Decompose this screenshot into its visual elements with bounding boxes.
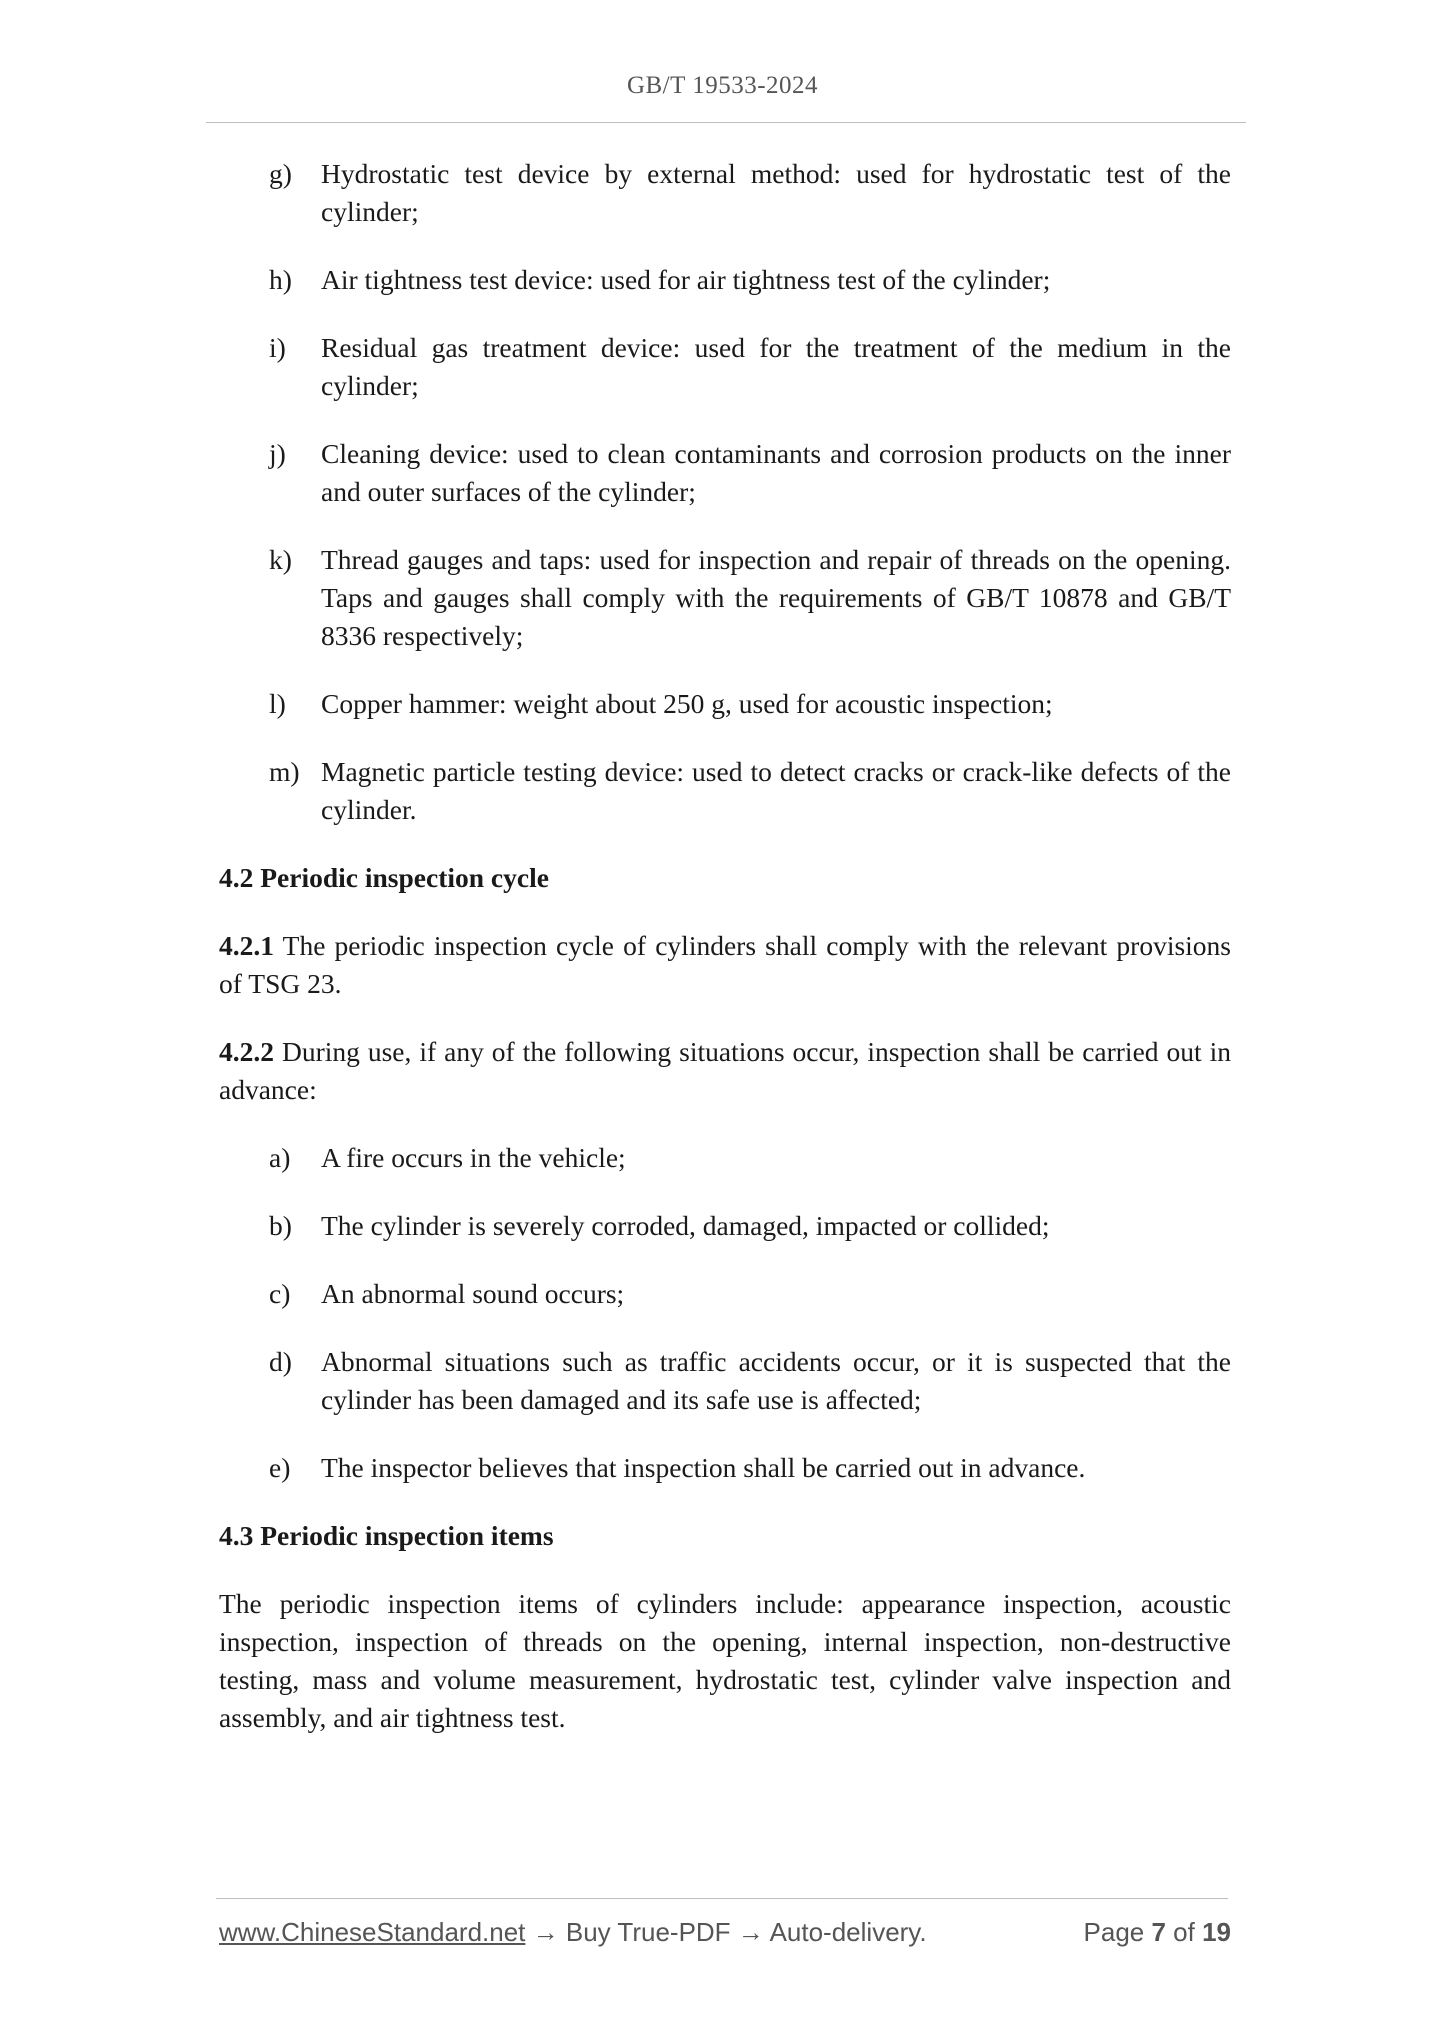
list-item-d <box>219 1343 1231 1419</box>
list-marker: e) <box>269 1452 291 1483</box>
footer-tagline: → Buy True-PDF → Auto-delivery. <box>525 1917 927 1947</box>
list-marker: c) <box>269 1278 291 1309</box>
clause-4-2-1 <box>219 927 1231 1003</box>
list-item-text: An abnormal sound occurs; <box>321 1278 625 1309</box>
section-4-3-paragraph: The periodic inspection items of cylinders include: appearance inspection, acoustic inspection, inspection of threads on the opening, internal inspection, non-destructive testing, mass and volume measurement, hydrostatic test, cylinder valve inspection and assembly, and air tightness test. <box>219 1588 1231 1733</box>
list-marker: i) <box>269 332 286 363</box>
list-item-a <box>219 1139 1231 1177</box>
page-label: Page <box>1083 1917 1152 1947</box>
list-marker: j) <box>269 438 286 469</box>
list-marker: l) <box>269 688 286 719</box>
list-item-text: Copper hammer: weight about 250 g, used for acoustic inspection; <box>321 688 1053 719</box>
document-body <box>219 155 1231 1767</box>
clause-text: During use, if any of the following situations occur, inspection shall be carried out in advance: <box>219 1036 1231 1105</box>
list-item-text: Abnormal situations such as traffic accidents occur, or it is suspected that the cylinder has been damaged and its safe use is affected; <box>321 1346 1231 1415</box>
section-heading-4-2: 4.2 Periodic inspection cycle <box>219 862 549 893</box>
list-marker: d) <box>269 1346 292 1377</box>
page-of-label: of <box>1165 1917 1203 1947</box>
site-link[interactable]: www.ChineseStandard.net <box>219 1917 526 1947</box>
list-marker: h) <box>269 264 292 295</box>
clause-4-2-2 <box>219 1033 1231 1109</box>
clause-number: 4.2.2 <box>219 1036 274 1067</box>
page-current: 7 <box>1151 1917 1166 1947</box>
list-item-j <box>219 435 1231 511</box>
footer-divider <box>216 1898 1228 1899</box>
list-item-text: Cleaning device: used to clean contaminants and corrosion products on the inner and outer surfaces of the cylinder; <box>321 438 1231 507</box>
list-item-text: The cylinder is severely corroded, damaged, impacted or collided; <box>321 1210 1050 1241</box>
list-item-e <box>219 1449 1231 1487</box>
list-marker: m) <box>269 756 300 787</box>
list-item-text: Air tightness test device: used for air tightness test of the cylinder; <box>321 264 1051 295</box>
list-item-text: A fire occurs in the vehicle; <box>321 1142 626 1173</box>
list-item-text: Residual gas treatment device: used for the treatment of the medium in the cylinder; <box>321 332 1231 401</box>
page-total: 19 <box>1202 1917 1231 1947</box>
list-item-l <box>219 685 1231 723</box>
list-item-k <box>219 541 1231 655</box>
list-marker: a) <box>269 1142 291 1173</box>
page-indicator <box>1084 1917 1231 1948</box>
document-code-header: GB/T 19533-2024 <box>626 72 819 99</box>
list-item-text: Thread gauges and taps: used for inspection and repair of threads on the opening. Taps and gauges shall comply with the requirements of GB/T 10878 and GB/T 8336 respectively; <box>321 544 1231 651</box>
clause-number: 4.2.1 <box>219 930 274 961</box>
list-marker: b) <box>269 1210 292 1241</box>
clause-text: The periodic inspection cycle of cylinders shall comply with the relevant provisions of TSG 23. <box>219 930 1231 999</box>
list-item-h <box>219 261 1231 299</box>
list-item-i <box>219 329 1231 405</box>
list-marker: g) <box>269 158 292 189</box>
list-item-b <box>219 1207 1231 1245</box>
list-item-text: The inspector believes that inspection shall be carried out in advance. <box>321 1452 1086 1483</box>
list-item-m <box>219 753 1231 829</box>
list-item-text: Hydrostatic test device by external method: used for hydrostatic test of the cylinder; <box>321 158 1231 227</box>
footer-promo <box>219 1917 927 1948</box>
header-divider <box>206 122 1246 123</box>
list-item-text: Magnetic particle testing device: used to detect cracks or crack-like defects of the cylinder. <box>321 756 1231 825</box>
list-item-c <box>219 1275 1231 1313</box>
list-marker: k) <box>269 544 292 575</box>
section-heading-4-3: 4.3 Periodic inspection items <box>219 1520 554 1551</box>
list-item-g <box>219 155 1231 231</box>
